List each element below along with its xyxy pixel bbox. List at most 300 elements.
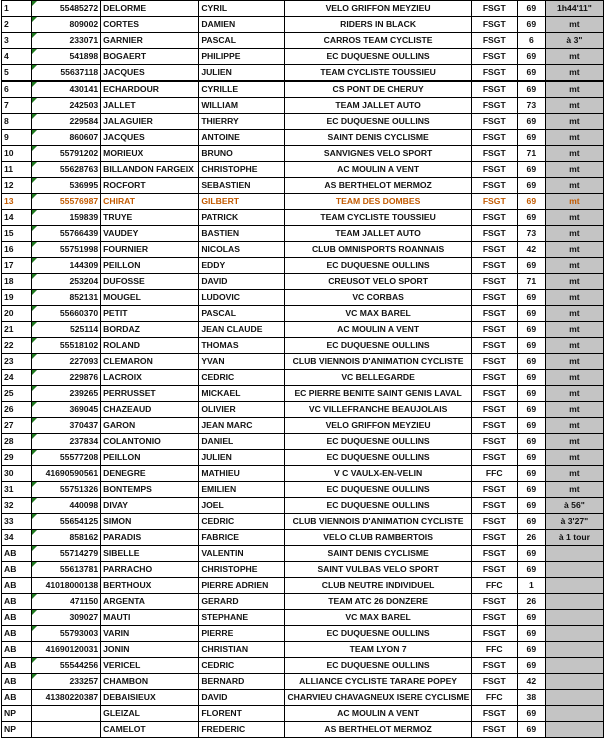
table-row[interactable] [2, 322, 604, 338]
federation-cell[interactable]: FFC [471, 466, 517, 482]
firstname-cell[interactable]: FREDERIC [199, 722, 285, 738]
surname-cell[interactable]: ARGENTA [101, 594, 199, 610]
department-cell[interactable]: 69 [517, 178, 545, 194]
surname-cell[interactable]: MOUGEL [101, 290, 199, 306]
club-cell[interactable]: CHARVIEU CHAVAGNEUX ISERE CYCLISME [285, 690, 471, 706]
firstname-cell[interactable]: BRUNO [199, 146, 285, 162]
table-row[interactable] [2, 290, 604, 306]
club-cell[interactable]: RIDERS IN BLACK [285, 17, 471, 33]
club-cell[interactable]: TEAM JALLET AUTO [285, 226, 471, 242]
firstname-cell[interactable]: GERARD [199, 594, 285, 610]
club-cell[interactable]: AS BERTHELOT MERMOZ [285, 722, 471, 738]
federation-cell[interactable]: FSGT [471, 1, 517, 17]
rank-cell[interactable]: 29 [2, 450, 32, 466]
federation-cell[interactable]: FSGT [471, 49, 517, 65]
department-cell[interactable]: 69 [517, 386, 545, 402]
licence-cell[interactable]: 369045 [32, 402, 101, 418]
firstname-cell[interactable]: WILLIAM [199, 98, 285, 114]
time-cell[interactable]: mt [545, 17, 603, 33]
time-cell[interactable]: mt [545, 466, 603, 482]
time-cell[interactable] [545, 642, 603, 658]
club-cell[interactable]: CLUB VIENNOIS D'ANIMATION CYCLISTE [285, 354, 471, 370]
rank-cell[interactable]: 2 [2, 17, 32, 33]
club-cell[interactable]: SAINT VULBAS VELO SPORT [285, 562, 471, 578]
federation-cell[interactable]: FSGT [471, 674, 517, 690]
federation-cell[interactable]: FSGT [471, 706, 517, 722]
licence-cell[interactable]: 233071 [32, 33, 101, 49]
licence-cell[interactable] [32, 722, 101, 738]
department-cell[interactable]: 26 [517, 530, 545, 546]
table-row[interactable] [2, 354, 604, 370]
time-cell[interactable]: mt [545, 98, 603, 114]
firstname-cell[interactable]: THIERRY [199, 114, 285, 130]
club-cell[interactable]: CLUB VIENNOIS D'ANIMATION CYCLISTE [285, 514, 471, 530]
department-cell[interactable]: 69 [517, 658, 545, 674]
licence-cell[interactable]: 55660370 [32, 306, 101, 322]
table-row[interactable] [2, 578, 604, 594]
firstname-cell[interactable]: CHRISTOPHE [199, 162, 285, 178]
licence-cell[interactable]: 55791202 [32, 146, 101, 162]
surname-cell[interactable]: VAUDEY [101, 226, 199, 242]
surname-cell[interactable]: PETIT [101, 306, 199, 322]
table-row[interactable] [2, 658, 604, 674]
department-cell[interactable]: 69 [517, 450, 545, 466]
table-row[interactable] [2, 642, 604, 658]
federation-cell[interactable]: FSGT [471, 98, 517, 114]
department-cell[interactable]: 26 [517, 594, 545, 610]
table-row[interactable] [2, 306, 604, 322]
federation-cell[interactable]: FSGT [471, 530, 517, 546]
time-cell[interactable]: mt [545, 482, 603, 498]
club-cell[interactable]: EC DUQUESNE OULLINS [285, 338, 471, 354]
surname-cell[interactable]: JACQUES [101, 65, 199, 82]
club-cell[interactable]: AS BERTHELOT MERMOZ [285, 178, 471, 194]
club-cell[interactable]: TEAM DES DOMBES [285, 194, 471, 210]
licence-cell[interactable]: 242503 [32, 98, 101, 114]
rank-cell[interactable]: 4 [2, 49, 32, 65]
time-cell[interactable]: mt [545, 306, 603, 322]
licence-cell[interactable]: 809002 [32, 17, 101, 33]
federation-cell[interactable]: FSGT [471, 146, 517, 162]
federation-cell[interactable]: FSGT [471, 594, 517, 610]
licence-cell[interactable]: 55714279 [32, 546, 101, 562]
club-cell[interactable]: VC CORBAS [285, 290, 471, 306]
table-row[interactable] [2, 514, 604, 530]
table-row[interactable] [2, 114, 604, 130]
club-cell[interactable]: TEAM ATC 26 DONZERE [285, 594, 471, 610]
federation-cell[interactable]: FSGT [471, 610, 517, 626]
firstname-cell[interactable]: EDDY [199, 258, 285, 274]
firstname-cell[interactable]: DANIEL [199, 434, 285, 450]
licence-cell[interactable]: 159839 [32, 210, 101, 226]
time-cell[interactable] [545, 546, 603, 562]
rank-cell[interactable]: 15 [2, 226, 32, 242]
licence-cell[interactable]: 471150 [32, 594, 101, 610]
table-row[interactable] [2, 226, 604, 242]
table-row[interactable] [2, 626, 604, 642]
time-cell[interactable]: à 1 tour [545, 530, 603, 546]
rank-cell[interactable]: NP [2, 706, 32, 722]
surname-cell[interactable]: PERRUSSET [101, 386, 199, 402]
table-row[interactable] [2, 610, 604, 626]
firstname-cell[interactable]: STEPHANE [199, 610, 285, 626]
table-row[interactable] [2, 450, 604, 466]
licence-cell[interactable]: 370437 [32, 418, 101, 434]
surname-cell[interactable]: DELORME [101, 1, 199, 17]
department-cell[interactable]: 69 [517, 498, 545, 514]
rank-cell[interactable]: 19 [2, 290, 32, 306]
licence-cell[interactable]: 227093 [32, 354, 101, 370]
federation-cell[interactable]: FSGT [471, 226, 517, 242]
rank-cell[interactable]: 10 [2, 146, 32, 162]
surname-cell[interactable]: CHIRAT [101, 194, 199, 210]
firstname-cell[interactable]: CEDRIC [199, 370, 285, 386]
rank-cell[interactable]: AB [2, 690, 32, 706]
federation-cell[interactable]: FSGT [471, 242, 517, 258]
table-row[interactable] [2, 194, 604, 210]
firstname-cell[interactable]: PHILIPPE [199, 49, 285, 65]
club-cell[interactable]: EC DUQUESNE OULLINS [285, 482, 471, 498]
rank-cell[interactable]: AB [2, 674, 32, 690]
time-cell[interactable]: mt [545, 49, 603, 65]
time-cell[interactable]: mt [545, 114, 603, 130]
federation-cell[interactable]: FSGT [471, 338, 517, 354]
table-row[interactable] [2, 482, 604, 498]
surname-cell[interactable]: ECHARDOUR [101, 81, 199, 98]
club-cell[interactable]: AC MOULIN A VENT [285, 322, 471, 338]
surname-cell[interactable]: FOURNIER [101, 242, 199, 258]
department-cell[interactable]: 69 [517, 114, 545, 130]
department-cell[interactable]: 69 [517, 306, 545, 322]
rank-cell[interactable]: 20 [2, 306, 32, 322]
department-cell[interactable]: 1 [517, 578, 545, 594]
department-cell[interactable]: 69 [517, 65, 545, 82]
surname-cell[interactable]: ROLAND [101, 338, 199, 354]
club-cell[interactable]: CLUB NEUTRE INDIVIDUEL [285, 578, 471, 594]
rank-cell[interactable]: AB [2, 642, 32, 658]
federation-cell[interactable]: FSGT [471, 290, 517, 306]
rank-cell[interactable]: 1 [2, 1, 32, 17]
rank-cell[interactable]: AB [2, 578, 32, 594]
department-cell[interactable]: 73 [517, 98, 545, 114]
surname-cell[interactable]: CLEMARON [101, 354, 199, 370]
federation-cell[interactable]: FSGT [471, 418, 517, 434]
table-row[interactable] [2, 210, 604, 226]
department-cell[interactable]: 69 [517, 354, 545, 370]
department-cell[interactable]: 69 [517, 642, 545, 658]
department-cell[interactable]: 71 [517, 274, 545, 290]
licence-cell[interactable]: 858162 [32, 530, 101, 546]
surname-cell[interactable]: LACROIX [101, 370, 199, 386]
licence-cell[interactable]: 237834 [32, 434, 101, 450]
firstname-cell[interactable]: CEDRIC [199, 514, 285, 530]
rank-cell[interactable]: 30 [2, 466, 32, 482]
firstname-cell[interactable]: VALENTIN [199, 546, 285, 562]
federation-cell[interactable]: FSGT [471, 306, 517, 322]
rank-cell[interactable]: 25 [2, 386, 32, 402]
firstname-cell[interactable]: FABRICE [199, 530, 285, 546]
department-cell[interactable]: 42 [517, 674, 545, 690]
table-row[interactable] [2, 434, 604, 450]
firstname-cell[interactable]: BASTIEN [199, 226, 285, 242]
time-cell[interactable]: mt [545, 194, 603, 210]
rank-cell[interactable]: 11 [2, 162, 32, 178]
rank-cell[interactable]: AB [2, 546, 32, 562]
federation-cell[interactable]: FSGT [471, 178, 517, 194]
federation-cell[interactable]: FSGT [471, 65, 517, 82]
department-cell[interactable]: 69 [517, 49, 545, 65]
time-cell[interactable] [545, 578, 603, 594]
table-row[interactable] [2, 130, 604, 146]
licence-cell[interactable]: 55576987 [32, 194, 101, 210]
club-cell[interactable]: SAINT DENIS CYCLISME [285, 546, 471, 562]
licence-cell[interactable]: 309027 [32, 610, 101, 626]
federation-cell[interactable]: FSGT [471, 482, 517, 498]
surname-cell[interactable]: PARRACHO [101, 562, 199, 578]
federation-cell[interactable]: FSGT [471, 81, 517, 98]
licence-cell[interactable] [32, 706, 101, 722]
time-cell[interactable] [545, 706, 603, 722]
club-cell[interactable]: V C VAULX-EN-VELIN [285, 466, 471, 482]
firstname-cell[interactable]: PATRICK [199, 210, 285, 226]
firstname-cell[interactable]: FLORENT [199, 706, 285, 722]
federation-cell[interactable]: FSGT [471, 626, 517, 642]
surname-cell[interactable]: PEILLON [101, 450, 199, 466]
time-cell[interactable]: mt [545, 354, 603, 370]
rank-cell[interactable]: 17 [2, 258, 32, 274]
time-cell[interactable]: mt [545, 450, 603, 466]
surname-cell[interactable]: CAMELOT [101, 722, 199, 738]
rank-cell[interactable]: AB [2, 562, 32, 578]
firstname-cell[interactable]: JEAN MARC [199, 418, 285, 434]
federation-cell[interactable]: FFC [471, 642, 517, 658]
department-cell[interactable]: 69 [517, 482, 545, 498]
department-cell[interactable]: 69 [517, 258, 545, 274]
licence-cell[interactable]: 55485272 [32, 1, 101, 17]
surname-cell[interactable]: BOGAERT [101, 49, 199, 65]
surname-cell[interactable]: BERTHOUX [101, 578, 199, 594]
surname-cell[interactable]: DEBAISIEUX [101, 690, 199, 706]
club-cell[interactable]: EC DUQUESNE OULLINS [285, 498, 471, 514]
department-cell[interactable]: 69 [517, 130, 545, 146]
time-cell[interactable]: mt [545, 178, 603, 194]
rank-cell[interactable]: 7 [2, 98, 32, 114]
licence-cell[interactable]: 55793003 [32, 626, 101, 642]
rank-cell[interactable]: 5 [2, 65, 32, 82]
table-row[interactable] [2, 690, 604, 706]
table-row[interactable] [2, 162, 604, 178]
licence-cell[interactable]: 239265 [32, 386, 101, 402]
firstname-cell[interactable]: SEBASTIEN [199, 178, 285, 194]
licence-cell[interactable]: 41690590561 [32, 466, 101, 482]
federation-cell[interactable]: FSGT [471, 194, 517, 210]
table-row[interactable] [2, 466, 604, 482]
surname-cell[interactable]: BONTEMPS [101, 482, 199, 498]
club-cell[interactable]: EC DUQUESNE OULLINS [285, 434, 471, 450]
club-cell[interactable]: CREUSOT VELO SPORT [285, 274, 471, 290]
club-cell[interactable]: SANVIGNES VELO SPORT [285, 146, 471, 162]
firstname-cell[interactable]: BERNARD [199, 674, 285, 690]
federation-cell[interactable]: FSGT [471, 354, 517, 370]
rank-cell[interactable]: 27 [2, 418, 32, 434]
licence-cell[interactable]: 852131 [32, 290, 101, 306]
rank-cell[interactable]: 23 [2, 354, 32, 370]
club-cell[interactable]: ALLIANCE CYCLISTE TARARE POPEY [285, 674, 471, 690]
table-row[interactable] [2, 386, 604, 402]
surname-cell[interactable]: GARNIER [101, 33, 199, 49]
department-cell[interactable]: 69 [517, 562, 545, 578]
department-cell[interactable]: 69 [517, 626, 545, 642]
department-cell[interactable]: 38 [517, 690, 545, 706]
department-cell[interactable]: 69 [517, 81, 545, 98]
surname-cell[interactable]: DENEGRE [101, 466, 199, 482]
club-cell[interactable]: TEAM JALLET AUTO [285, 98, 471, 114]
federation-cell[interactable]: FSGT [471, 274, 517, 290]
table-row[interactable] [2, 338, 604, 354]
surname-cell[interactable]: ROCFORT [101, 178, 199, 194]
club-cell[interactable]: VELO GRIFFON MEYZIEU [285, 418, 471, 434]
firstname-cell[interactable]: MICKAEL [199, 386, 285, 402]
time-cell[interactable] [545, 626, 603, 642]
club-cell[interactable]: VC VILLEFRANCHE BEAUJOLAIS [285, 402, 471, 418]
department-cell[interactable]: 69 [517, 514, 545, 530]
table-row[interactable] [2, 49, 604, 65]
licence-cell[interactable]: 41690120031 [32, 642, 101, 658]
club-cell[interactable]: TEAM LYON 7 [285, 642, 471, 658]
time-cell[interactable]: à 3" [545, 33, 603, 49]
federation-cell[interactable]: FFC [471, 690, 517, 706]
time-cell[interactable]: mt [545, 386, 603, 402]
licence-cell[interactable]: 233257 [32, 674, 101, 690]
licence-cell[interactable]: 55544256 [32, 658, 101, 674]
surname-cell[interactable]: CORTES [101, 17, 199, 33]
time-cell[interactable]: 1h44'11" [545, 1, 603, 17]
department-cell[interactable]: 69 [517, 194, 545, 210]
time-cell[interactable] [545, 722, 603, 738]
firstname-cell[interactable]: OLIVIER [199, 402, 285, 418]
firstname-cell[interactable]: JEAN CLAUDE [199, 322, 285, 338]
table-row[interactable] [2, 546, 604, 562]
rank-cell[interactable]: 3 [2, 33, 32, 49]
firstname-cell[interactable]: EMILIEN [199, 482, 285, 498]
firstname-cell[interactable]: CHRISTOPHE [199, 562, 285, 578]
surname-cell[interactable]: DIVAY [101, 498, 199, 514]
time-cell[interactable] [545, 674, 603, 690]
club-cell[interactable]: VC MAX BAREL [285, 610, 471, 626]
licence-cell[interactable]: 55654125 [32, 514, 101, 530]
department-cell[interactable]: 69 [517, 17, 545, 33]
firstname-cell[interactable]: PIERRE ADRIEN [199, 578, 285, 594]
surname-cell[interactable]: MAUTI [101, 610, 199, 626]
federation-cell[interactable]: FSGT [471, 546, 517, 562]
department-cell[interactable]: 69 [517, 610, 545, 626]
surname-cell[interactable]: COLANTONIO [101, 434, 199, 450]
federation-cell[interactable]: FSGT [471, 434, 517, 450]
time-cell[interactable] [545, 610, 603, 626]
surname-cell[interactable]: VARIN [101, 626, 199, 642]
time-cell[interactable]: mt [545, 338, 603, 354]
table-row[interactable] [2, 98, 604, 114]
federation-cell[interactable]: FSGT [471, 498, 517, 514]
surname-cell[interactable]: GLEIZAL [101, 706, 199, 722]
table-row[interactable] [2, 674, 604, 690]
department-cell[interactable]: 69 [517, 706, 545, 722]
department-cell[interactable]: 6 [517, 33, 545, 49]
department-cell[interactable]: 69 [517, 322, 545, 338]
surname-cell[interactable]: JACQUES [101, 130, 199, 146]
firstname-cell[interactable]: JULIEN [199, 450, 285, 466]
time-cell[interactable]: mt [545, 210, 603, 226]
rank-cell[interactable]: 24 [2, 370, 32, 386]
time-cell[interactable]: à 56" [545, 498, 603, 514]
table-row[interactable] [2, 530, 604, 546]
surname-cell[interactable]: CHAMBON [101, 674, 199, 690]
department-cell[interactable]: 69 [517, 418, 545, 434]
department-cell[interactable]: 69 [517, 546, 545, 562]
club-cell[interactable]: SAINT DENIS CYCLISME [285, 130, 471, 146]
time-cell[interactable]: mt [545, 402, 603, 418]
club-cell[interactable]: EC DUQUESNE OULLINS [285, 626, 471, 642]
table-row[interactable] [2, 594, 604, 610]
federation-cell[interactable]: FSGT [471, 114, 517, 130]
rank-cell[interactable]: 6 [2, 81, 32, 98]
department-cell[interactable]: 69 [517, 434, 545, 450]
federation-cell[interactable]: FSGT [471, 210, 517, 226]
surname-cell[interactable]: CHAZEAUD [101, 402, 199, 418]
time-cell[interactable]: mt [545, 290, 603, 306]
firstname-cell[interactable]: CEDRIC [199, 658, 285, 674]
rank-cell[interactable]: AB [2, 626, 32, 642]
federation-cell[interactable]: FFC [471, 578, 517, 594]
rank-cell[interactable]: 16 [2, 242, 32, 258]
club-cell[interactable]: EC DUQUESNE OULLINS [285, 658, 471, 674]
licence-cell[interactable]: 541898 [32, 49, 101, 65]
table-row[interactable] [2, 258, 604, 274]
licence-cell[interactable]: 55766439 [32, 226, 101, 242]
club-cell[interactable]: EC DUQUESNE OULLINS [285, 450, 471, 466]
club-cell[interactable]: TEAM CYCLISTE TOUSSIEU [285, 210, 471, 226]
club-cell[interactable]: EC DUQUESNE OULLINS [285, 258, 471, 274]
firstname-cell[interactable]: CYRILLE [199, 81, 285, 98]
surname-cell[interactable]: MORIEUX [101, 146, 199, 162]
time-cell[interactable]: mt [545, 258, 603, 274]
licence-cell[interactable]: 55637118 [32, 65, 101, 82]
time-cell[interactable]: mt [545, 130, 603, 146]
firstname-cell[interactable]: PASCAL [199, 306, 285, 322]
licence-cell[interactable]: 144309 [32, 258, 101, 274]
licence-cell[interactable]: 55577208 [32, 450, 101, 466]
licence-cell[interactable]: 55628763 [32, 162, 101, 178]
federation-cell[interactable]: FSGT [471, 33, 517, 49]
surname-cell[interactable]: BORDAZ [101, 322, 199, 338]
club-cell[interactable]: EC DUQUESNE OULLINS [285, 114, 471, 130]
rank-cell[interactable]: NP [2, 722, 32, 738]
table-row[interactable] [2, 562, 604, 578]
surname-cell[interactable]: GARON [101, 418, 199, 434]
department-cell[interactable]: 69 [517, 466, 545, 482]
licence-cell[interactable]: 536995 [32, 178, 101, 194]
federation-cell[interactable]: FSGT [471, 17, 517, 33]
time-cell[interactable]: mt [545, 242, 603, 258]
rank-cell[interactable]: 9 [2, 130, 32, 146]
licence-cell[interactable]: 55518102 [32, 338, 101, 354]
firstname-cell[interactable]: GILBERT [199, 194, 285, 210]
rank-cell[interactable]: AB [2, 658, 32, 674]
firstname-cell[interactable]: PASCAL [199, 33, 285, 49]
federation-cell[interactable]: FSGT [471, 562, 517, 578]
table-row[interactable] [2, 33, 604, 49]
licence-cell[interactable]: 55751998 [32, 242, 101, 258]
